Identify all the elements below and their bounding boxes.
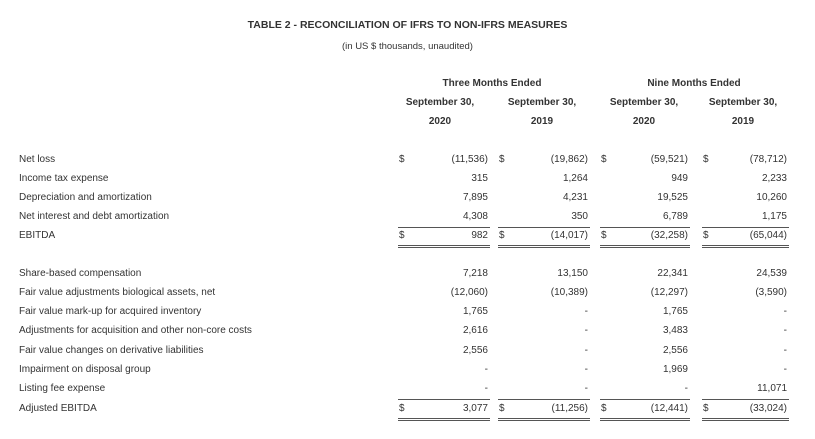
table-cell-value: (78,712)	[749, 154, 787, 165]
table-cell-value: 10,260	[756, 192, 787, 203]
row-label: Share-based compensation	[19, 268, 142, 279]
currency-symbol: $	[703, 154, 709, 165]
row-label: Adjusted EBITDA	[19, 403, 97, 414]
currency-symbol: $	[601, 230, 607, 241]
table-cell-value: 11,071	[757, 383, 787, 394]
row-label: Fair value mark-up for acquired inventory	[19, 306, 202, 317]
group-header-nine-months: Nine Months Ended	[647, 78, 741, 89]
table-cell-value: 2,616	[462, 325, 488, 336]
currency-symbol: $	[601, 154, 607, 165]
table-cell-value: 13,150	[557, 268, 588, 279]
table-cell-value: (32,258)	[650, 230, 688, 241]
currency-symbol: $	[601, 403, 607, 414]
table-cell-value: (10,389)	[550, 287, 588, 298]
currency-symbol: $	[499, 230, 505, 241]
table-cell-value: -	[783, 325, 787, 336]
subtotal-rule	[498, 227, 590, 228]
table-cell-value: (12,060)	[450, 287, 488, 298]
table-cell-value: -	[783, 306, 787, 317]
total-double-rule	[498, 245, 590, 248]
table-cell-value: -	[584, 364, 588, 375]
table-cell-value: 19,525	[657, 192, 688, 203]
table-cell-value: 2,556	[462, 345, 488, 356]
subtotal-rule	[702, 399, 789, 400]
table-cell-value: 4,308	[462, 211, 488, 222]
table-cell-value: 350	[571, 211, 588, 222]
table-cell-value: 7,218	[462, 268, 488, 279]
table-cell-value: (14,017)	[550, 230, 588, 241]
table-cell-value: 2,556	[662, 345, 688, 356]
table-cell-value: 22,341	[657, 268, 688, 279]
table-cell-value: 3,077	[462, 403, 488, 414]
currency-symbol: $	[399, 230, 405, 241]
subtotal-rule	[498, 399, 590, 400]
table-cell-value: (59,521)	[650, 154, 688, 165]
subtotal-rule	[702, 227, 789, 228]
table-cell-value: (12,297)	[650, 287, 688, 298]
currency-symbol: $	[703, 403, 709, 414]
row-label: Adjustments for acquisition and other non-core costs	[19, 325, 252, 336]
column-header-year: 2019	[530, 116, 554, 127]
row-label: Net interest and debt amortization	[19, 211, 170, 222]
currency-symbol: $	[399, 403, 405, 414]
column-header-year: 2019	[731, 116, 755, 127]
table-cell-value: (19,862)	[550, 154, 588, 165]
table-cell-value: 1,175	[761, 211, 787, 222]
table-cell-value: 1,765	[462, 306, 488, 317]
total-double-rule	[398, 418, 490, 421]
table-cell-value: 6,789	[662, 211, 688, 222]
column-header-date: September 30,	[609, 97, 679, 108]
total-double-rule	[600, 418, 690, 421]
column-header-date: September 30,	[507, 97, 577, 108]
currency-symbol: $	[499, 154, 505, 165]
table-cell-value: (11,256)	[551, 403, 588, 414]
subtotal-rule	[398, 227, 490, 228]
column-header-year: 2020	[632, 116, 656, 127]
column-header-date: September 30,	[405, 97, 475, 108]
table-title: TABLE 2 - RECONCILIATION OF IFRS TO NON-IFRS MEASURES	[247, 19, 568, 31]
table-cell-value: (12,441)	[650, 403, 688, 414]
table-cell-value: 7,895	[462, 192, 488, 203]
row-label: Depreciation and amortization	[19, 192, 152, 203]
table-cell-value: 24,539	[756, 268, 787, 279]
subtotal-rule	[600, 227, 690, 228]
currency-symbol: $	[399, 154, 405, 165]
table-cell-value: -	[783, 364, 787, 375]
table-cell-value: 1,969	[662, 364, 688, 375]
table-cell-value: (3,590)	[755, 287, 787, 298]
table-cell-value: 315	[471, 173, 488, 184]
row-label: EBITDA	[19, 230, 56, 241]
table-cell-value: -	[684, 383, 688, 394]
table-cell-value: -	[584, 345, 588, 356]
row-label: Impairment on disposal group	[19, 364, 151, 375]
table-cell-value: 2,233	[761, 173, 787, 184]
table-cell-value: (11,536)	[451, 154, 488, 165]
column-header-date: September 30,	[708, 97, 778, 108]
subtotal-rule	[600, 399, 690, 400]
table-cell-value: -	[584, 306, 588, 317]
table-cell-value: 1,765	[662, 306, 688, 317]
table-cell-value: (33,024)	[749, 403, 787, 414]
table-cell-value: 3,483	[662, 325, 688, 336]
table-cell-value: 949	[671, 173, 688, 184]
row-label: Listing fee expense	[19, 383, 106, 394]
table-cell-value: 982	[471, 230, 488, 241]
total-double-rule	[398, 245, 490, 248]
group-header-three-months: Three Months Ended	[442, 78, 542, 89]
table-subtitle: (in US $ thousands, unaudited)	[342, 41, 473, 52]
table-cell-value: 4,231	[562, 192, 588, 203]
row-label: Net loss	[19, 154, 56, 165]
table-cell-value: -	[584, 383, 588, 394]
column-header-year: 2020	[428, 116, 452, 127]
table-cell-value: -	[484, 383, 488, 394]
row-label: Income tax expense	[19, 173, 109, 184]
table-cell-value: -	[584, 325, 588, 336]
currency-symbol: $	[703, 230, 709, 241]
table-cell-value: (65,044)	[749, 230, 787, 241]
row-label: Fair value adjustments biological assets, net	[19, 287, 216, 298]
currency-symbol: $	[499, 403, 505, 414]
total-double-rule	[498, 418, 590, 421]
subtotal-rule	[398, 399, 490, 400]
total-double-rule	[702, 418, 789, 421]
table-cell-value: 1,264	[562, 173, 588, 184]
total-double-rule	[600, 245, 690, 248]
row-label: Fair value changes on derivative liabilities	[19, 345, 204, 356]
table-cell-value: -	[484, 364, 488, 375]
table-cell-value: -	[783, 345, 787, 356]
total-double-rule	[702, 245, 789, 248]
